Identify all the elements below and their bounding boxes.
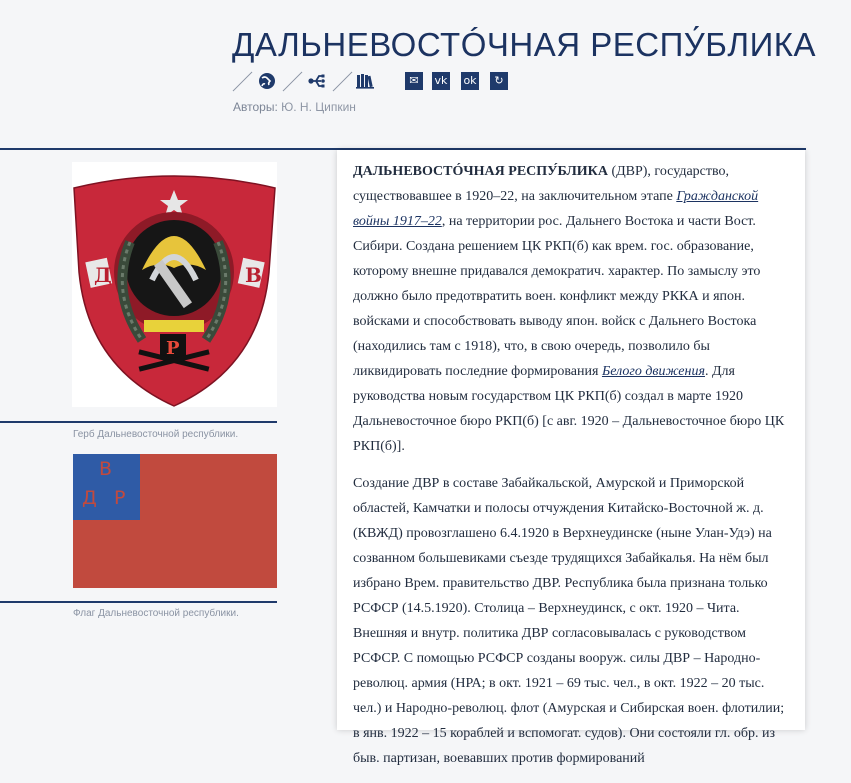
- emblem-letter-v: В: [245, 263, 262, 287]
- article-text-span: , на территории рос. Дальнего Востока и части Вост. Сибири. Создана решением ЦК РКП(б) как врем. гос. образование, которому внешне придавался демократич. характер. По замыслу это должно было предотвратить воен. конфликт между РККА и япон. войсками и способствовать выводу япон. войск с Дальнего Востока (находились там с 1918), что, в свою очередь, позволило бы ликвидировать последние формирования: [353, 214, 761, 379]
- article-headword: ДАЛЬНЕВОСТÓЧНАЯ РЕСПУ́БЛИКА: [353, 164, 608, 179]
- article-panel: [337, 150, 805, 766]
- flag-image[interactable]: [73, 454, 277, 588]
- flag-letter-d: Д: [82, 487, 97, 509]
- flag-caption: Флаг Дальневосточной республики.: [73, 608, 239, 619]
- hierarchy-icon[interactable]: [307, 71, 327, 91]
- vk-icon[interactable]: vk: [432, 72, 450, 90]
- page-title: ДАЛЬНЕВОСТÓЧНАЯ РЕСПУ́БЛИКА: [232, 26, 817, 63]
- emblem-letter-d: Д: [94, 263, 112, 287]
- flag-canton: [73, 454, 140, 520]
- globe-icon[interactable]: [257, 71, 277, 91]
- flag-letter-r: Р: [114, 487, 126, 509]
- odnoklassniki-icon[interactable]: ok: [461, 72, 479, 90]
- divider-slash: [283, 70, 303, 92]
- emblem-caption: Герб Дальневосточной республики.: [73, 429, 239, 440]
- books-icon[interactable]: [355, 71, 375, 91]
- emblem-image[interactable]: [72, 162, 277, 407]
- article-paragraph-1: [353, 159, 790, 459]
- share-icon[interactable]: ↻: [490, 72, 508, 90]
- article-text-span: (ДВР), государство, существовавшее в 1920–22, на заключительном этапе: [353, 164, 730, 204]
- divider-slash: [233, 70, 253, 92]
- link-civil-war[interactable]: Гражданской войны 1917–22: [353, 189, 759, 229]
- figure-divider: [0, 421, 277, 423]
- mail-icon[interactable]: ✉: [405, 72, 423, 90]
- flag-letter-v: В: [99, 458, 113, 480]
- figure-divider: [0, 601, 277, 603]
- coat-of-arms-icon: [72, 162, 277, 407]
- article-text-span: . Для руководства новым государством ЦК РКП(б) создал в марте 1920 Дальневосточное бюро РКП(б) [с авг. 1920 – Дальневосточное бюро ЦК РКП(б)].: [353, 364, 785, 454]
- link-white-movement[interactable]: Белого движения: [601, 364, 705, 379]
- article-paragraph-2: Создание ДВР в составе Забайкальской, Амурской и Приморской областей, Камчатки и полосы отчуждения Китайско-Восточной ж. д. (КВЖД) провозглашено 6.4.1920 в Верхнеудинске (ныне Улан-Удэ) на созванном большевиками съезде трудящихся Забайкалья. На нём был избрано Врем. правительство ДВР. Республика была признана только РСФСР (14.5.1920). Столица – Верхнеудинск, с окт. 1920 – Чита. Внешняя и внутр. политика ДВР согласовывалась с руководством РСФСР. С помощью РСФСР созданы вооруж. силы ДВР – Народно-революц. армия (НРА; в окт. 1921 – 69 тыс. чел., в окт. 1922 – 20 тыс. чел.) и Народно-революц. флот (Амурская и Сибирская воен. флотилии; в янв. 1922 – 15 кораблей и вспомогат. судов). Они состояли гл. обр. из быв. партизан, воевавших против формирований: [353, 476, 785, 766]
- author-name[interactable]: Ю. Н. Ципкин: [281, 100, 356, 114]
- emblem-letter-r: Р: [166, 338, 180, 359]
- authors-line: [233, 100, 356, 114]
- article-text: [353, 159, 790, 783]
- divider-slash: [333, 70, 353, 92]
- authors-label: Авторы:: [233, 100, 278, 114]
